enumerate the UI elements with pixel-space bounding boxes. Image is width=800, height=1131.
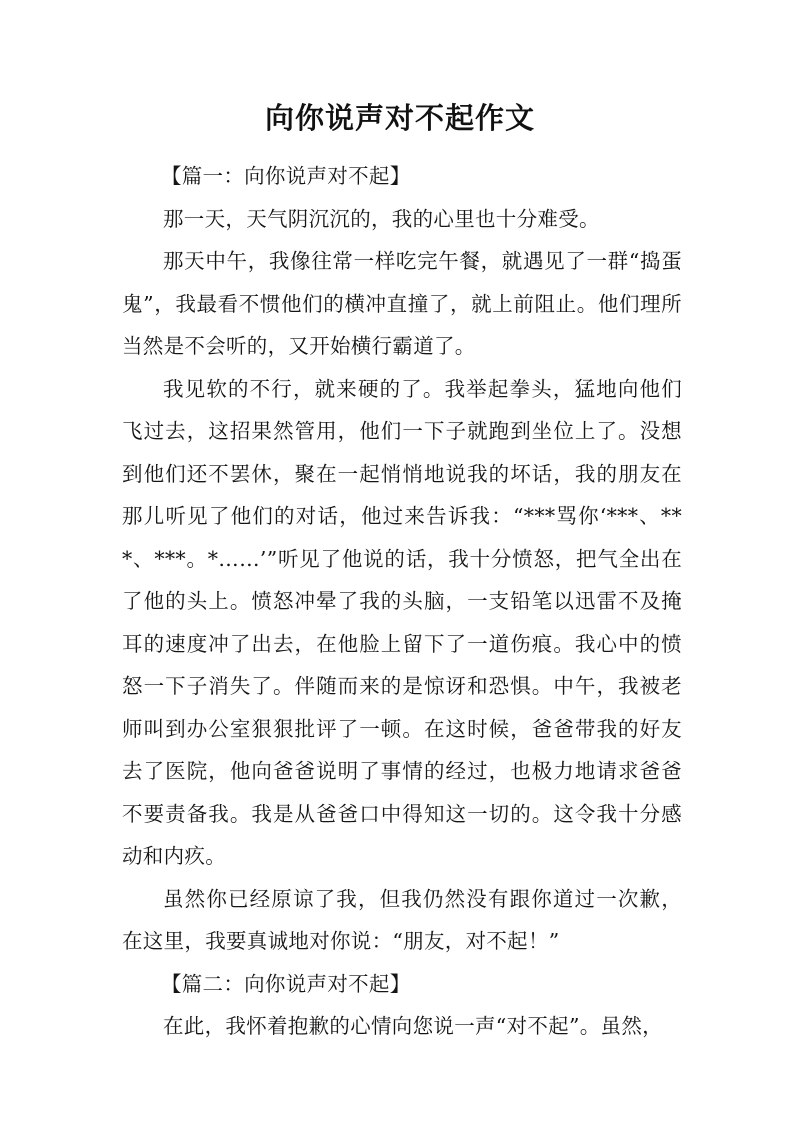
paragraph-2: 那天中午，我像往常一样吃完午餐，就遇见了一群“捣蛋鬼”，我最看不惯他们的横冲直撞了，就上前阻止。他们理所当然是不会听的，又开始横行霸道了。 <box>122 249 682 358</box>
section-heading-2: 【篇二：向你说声对不起】 <box>160 971 411 996</box>
paragraph-5: 在此，我怀着抱歉的心情向您说一声“对不起”。虽然， <box>163 1014 663 1038</box>
paragraph-4: 虽然你已经原谅了我，但我仍然没有跟你道过一次歉，在这里，我要真诚地对你说：“朋友，对不起！” <box>122 886 682 953</box>
document-title: 向你说声对不起作文 <box>264 101 535 135</box>
document-body <box>122 155 682 1048</box>
section-heading-1: 【篇一：向你说声对不起】 <box>160 164 411 188</box>
paragraph-3: 我见软的不行，就来硬的了。我举起拳头，猛地向他们飞过去，这招果然管用，他们一下子就跑到坐位上了。没想到他们还不罢休，聚在一起悄悄地说我的坏话，我的朋友在那儿听见了他们的对话，他过来告诉我：“***骂你‘***、***、***。*……’”听见了他说的话，我十分愤怒，把气全出在了他的头上。愤怒冲晕了我的头脑，一支铅笔以迅雷不及掩耳的速度冲了出去，在他脸上留下了一道伤痕。我心中的愤怒一下子消失了。伴随而来的是惊讶和恐惧。中午，我被老师叫到办公室狠狠批评了一顿。在这时候，爸爸带我的好友去了医院，他向爸爸说明了事情的经过，也极力地请求爸爸不要责备我。我是从爸爸口中得知这一切的。这令我十分感动和内疚。 <box>122 376 682 868</box>
paragraph-1: 那一天，天气阴沉沉的，我的心里也十分难受。 <box>163 206 600 231</box>
